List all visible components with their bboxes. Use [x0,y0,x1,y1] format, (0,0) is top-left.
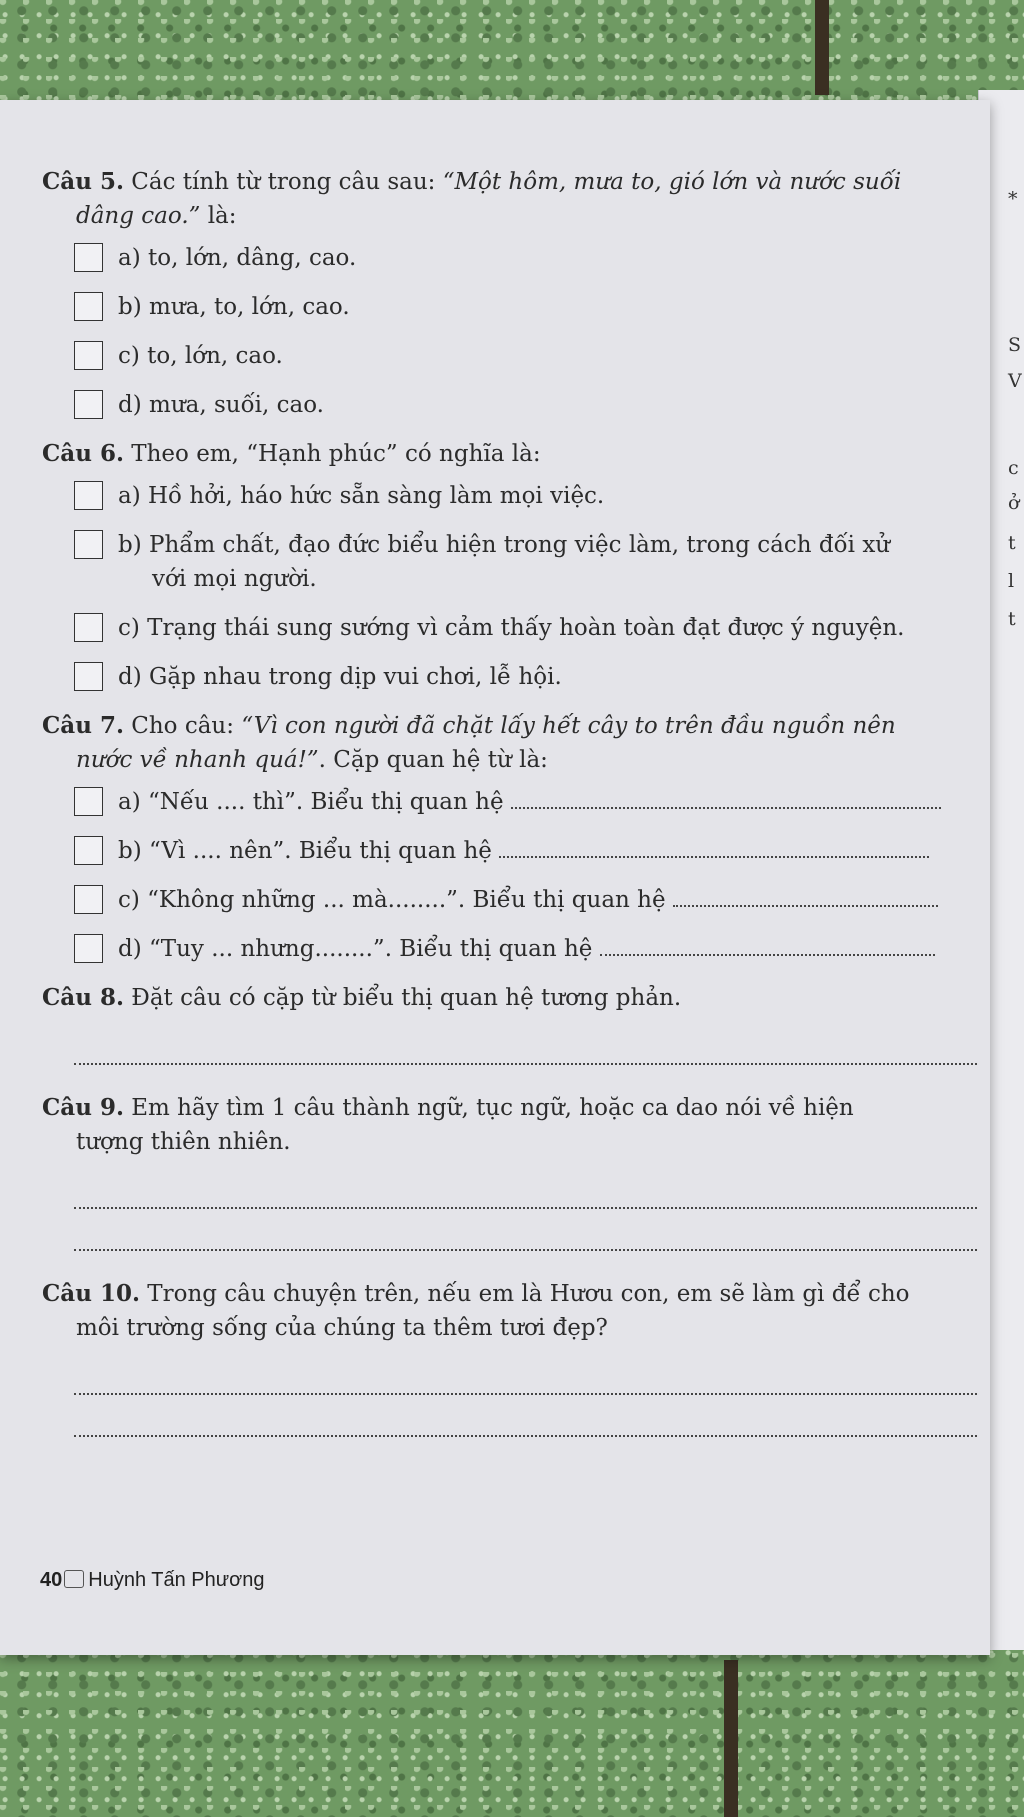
option-7a[interactable] [42,785,977,819]
question-number: Câu 5. [42,168,124,195]
checkbox[interactable] [74,787,103,816]
question-8 [42,981,977,1015]
option-label-continued: với mọi người. [152,566,317,592]
checkbox[interactable] [74,481,103,510]
question-text: tượng thiên nhiên. [76,1129,291,1155]
checkbox[interactable] [74,662,103,691]
option-label: c) “Không những ... mà........”. Biểu thị quan hệ [118,887,666,913]
question-number: Câu 9. [42,1094,124,1121]
question-number: Câu 7. [42,712,124,739]
question-text: môi trường sống của chúng ta thêm tươi đẹp? [76,1315,608,1341]
option-label: a) “Nếu .... thì”. Biểu thị quan hệ [118,789,504,815]
question-5 [42,165,977,233]
edge-letter: t [1008,608,1016,630]
question-9 [42,1091,977,1159]
option-label: b) mưa, to, lớn, cao. [118,294,350,320]
option-5c[interactable] [42,339,977,373]
option-label: a) Hồ hởi, háo hức sẵn sàng làm mọi việc. [118,483,605,509]
edge-letter: * [1008,188,1018,210]
checkbox[interactable] [74,613,103,642]
question-text: Theo em, “Hạnh phúc” có nghĩa là: [131,441,541,467]
publisher-logo-icon [64,1570,84,1588]
page-footer [40,1569,265,1592]
option-7b[interactable] [42,834,977,868]
option-5d[interactable] [42,388,977,422]
checkbox[interactable] [74,836,103,865]
question-text: Em hãy tìm 1 câu thành ngữ, tục ngữ, hoặc ca dao nói về hiện [131,1095,854,1121]
option-label: c) to, lớn, cao. [118,343,283,369]
checkbox[interactable] [74,341,103,370]
background-divider-bottom [724,1660,738,1817]
question-text: Đặt câu có cặp từ biểu thị quan hệ tương phản. [131,985,682,1011]
option-6c[interactable] [42,611,977,645]
question-6 [42,437,977,471]
question-text: Các tính từ trong câu sau: [131,169,443,195]
answer-dotted-line[interactable] [74,1167,977,1209]
checkbox[interactable] [74,530,103,559]
edge-letter: c [1008,457,1019,479]
option-6a[interactable] [42,479,977,513]
answer-dotted-line[interactable] [600,936,935,956]
background-divider-top [815,0,829,95]
answer-dotted-line[interactable] [511,789,941,809]
checkbox[interactable] [74,934,103,963]
option-label: b) “Vì .... nên”. Biểu thị quan hệ [118,838,492,864]
option-label: a) to, lớn, dâng, cao. [118,245,357,271]
question-text: là: [200,203,237,229]
question-text: Trong câu chuyện trên, nếu em là Hươu con, em sẽ làm gì để cho [147,1281,910,1307]
page-number: 40 [40,1569,63,1591]
question-number: Câu 8. [42,984,124,1011]
option-5b[interactable] [42,290,977,324]
option-7c[interactable] [42,883,977,917]
edge-letter: t [1008,532,1016,554]
option-5a[interactable] [42,241,977,275]
option-label: d) mưa, suối, cao. [118,392,324,418]
author-name: Huỳnh Tấn Phương [88,1569,265,1591]
option-6b[interactable] [42,528,977,596]
edge-letter: S [1008,334,1022,356]
question-text: Cho câu: [131,713,242,739]
question-7 [42,709,977,777]
option-6d[interactable] [42,660,977,694]
question-10 [42,1277,977,1345]
answer-dotted-line[interactable] [673,887,938,907]
edge-letter: V [1008,370,1022,392]
option-label: d) “Tuy ... nhưng........”. Biểu thị quan hệ [118,936,593,962]
option-7d[interactable] [42,932,977,966]
checkbox[interactable] [74,885,103,914]
answer-dotted-line[interactable] [74,1353,977,1395]
checkbox[interactable] [74,243,103,272]
question-quote: “Một hôm, mưa to, gió lớn và nước suối [442,169,902,195]
option-label: c) Trạng thái sung sướng vì cảm thấy hoàn toàn đạt được ý nguyện. [118,615,905,641]
question-quote: dâng cao.” [76,203,201,229]
question-quote: “Vì con người đã chặt lấy hết cây to trên đầu nguồn nên [241,713,896,739]
answer-dotted-line[interactable] [74,1023,977,1065]
answer-dotted-line[interactable] [499,838,929,858]
option-label: d) Gặp nhau trong dịp vui chơi, lễ hội. [118,664,562,690]
edge-letter: ở [1008,492,1020,514]
answer-dotted-line[interactable] [74,1209,977,1251]
question-quote: nước về nhanh quá!” [76,747,319,773]
option-label: b) Phẩm chất, đạo đức biểu hiện trong việc làm, trong cách đối xử [118,532,891,558]
question-text: . Cặp quan hệ từ là: [318,747,548,773]
checkbox[interactable] [74,292,103,321]
edge-letter: l [1008,570,1015,592]
checkbox[interactable] [74,390,103,419]
question-number: Câu 6. [42,440,124,467]
answer-dotted-line[interactable] [74,1395,977,1437]
question-number: Câu 10. [42,1280,140,1307]
worksheet-content [42,165,977,1437]
